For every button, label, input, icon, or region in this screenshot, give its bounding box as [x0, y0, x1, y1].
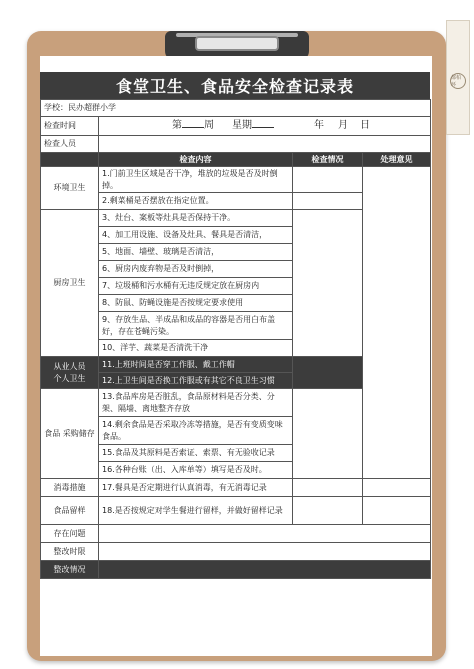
item-6: 6、厨房内废弃物是否及时倒掉， [99, 261, 293, 278]
category-kitchen: 厨房卫生 [41, 210, 99, 357]
item-5: 5、地面、墙壁、玻璃是否清洁， [99, 244, 293, 261]
month-label: 月 [338, 120, 348, 131]
item-9: 9、存放生品、半成品和成品的容器是否用白布盖好，存在苍蝇污染。 [99, 312, 293, 340]
item-12: 12.上卫生间是否换工作服或有其它不良卫生习惯 [99, 373, 293, 389]
item-4: 4、加工用设施、设备及灶具、餐具是否清洁， [99, 227, 293, 244]
table-row [41, 479, 431, 497]
item-2: 2.剩菜桶是否摆放在指定位置。 [99, 193, 293, 210]
inspection-time-row [41, 117, 431, 136]
status-cell[interactable] [293, 193, 363, 210]
deadline-label: 整改时限 [41, 543, 99, 561]
footer-row-deadline [41, 543, 431, 561]
seal-text: 都柏环 [451, 75, 462, 88]
footer-row-status [41, 561, 431, 579]
status-cell[interactable] [293, 357, 363, 389]
item-10: 10、洋芋、蔬菜是否清洗干净 [99, 340, 293, 357]
item-15: 15.食品及其原料是否索证、索票、有无验收记录 [99, 445, 293, 462]
clip-hole [195, 36, 279, 51]
table-row [41, 497, 431, 525]
issues-field[interactable] [99, 525, 431, 543]
inspection-time-field[interactable] [99, 117, 431, 136]
issues-label: 存在问题 [41, 525, 99, 543]
inspection-form-table [40, 99, 431, 579]
item-18: 18.是否按规定对学生餐进行留样，并做好留样记录 [99, 497, 293, 525]
status-cell[interactable] [293, 479, 363, 497]
status-cell[interactable] [293, 167, 363, 193]
year-label: 年 [314, 120, 324, 131]
school-row [41, 100, 431, 117]
rectification-field[interactable] [99, 561, 431, 579]
header-content: 检查内容 [99, 153, 293, 167]
deadline-field[interactable] [99, 543, 431, 561]
item-11: 11.上班时间是否穿工作服、戴工作帽 [99, 357, 293, 373]
item-13: 13.食品库房是否脏乱，食品原材料是否分类、分架、隔墙、离地整齐存放 [99, 389, 293, 417]
item-7: 7、垃圾桶和污水桶有无违反规定放在厨房内 [99, 278, 293, 295]
header-row [41, 153, 431, 167]
status-cell[interactable] [293, 497, 363, 525]
inspector-row [41, 136, 431, 153]
status-cell[interactable] [293, 389, 363, 479]
week-suffix: 周 [204, 120, 214, 131]
header-opinion: 处理意见 [363, 153, 431, 167]
day-label: 日 [360, 120, 370, 131]
item-16: 16.各种台账（出、入库单等）填写是否及时。 [99, 462, 293, 479]
inspector-label: 检查人员 [41, 136, 99, 153]
table-row [41, 167, 431, 193]
item-3: 3、灶台、案板等灶具是否保持干净。 [99, 210, 293, 227]
staff-label-line2: 个人卫生 [53, 373, 86, 383]
category-sample: 食品留样 [41, 497, 99, 525]
item-8: 8、防鼠、防蝇设施是否按规定要求使用 [99, 295, 293, 312]
item-1: 1.门前卫生区域是否干净，堆放的垃圾是否及时倒掉。 [99, 167, 293, 193]
status-cell[interactable] [293, 210, 363, 357]
opinion-cell[interactable] [363, 167, 431, 479]
category-disinfection: 消毒措施 [41, 479, 99, 497]
week-prefix: 第 [172, 120, 182, 131]
weekday-label: 星期 [232, 120, 252, 131]
rectification-label: 整改情况 [41, 561, 99, 579]
footer-row-issues [41, 525, 431, 543]
staff-label-line1: 从业人员 [53, 361, 86, 371]
opinion-cell[interactable] [363, 497, 431, 525]
school-cell: 学校：民办超群小学 [41, 100, 431, 117]
opinion-cell[interactable] [363, 479, 431, 497]
category-environment: 环境卫生 [41, 167, 99, 210]
header-status: 检查情况 [293, 153, 363, 167]
inspector-field[interactable] [99, 136, 431, 153]
item-14: 14.剩余食品是否采取冷冻等措施，是否有变质变味食品。 [99, 417, 293, 445]
seal-stamp-icon [450, 73, 466, 89]
form-title: 食堂卫生、食品安全检查记录表 [40, 72, 430, 99]
item-17: 17.餐具是否定期进行认真消毒，有无消毒记录 [99, 479, 293, 497]
side-seal [446, 20, 470, 135]
category-storage: 食品 采购储存 [41, 389, 99, 479]
category-staff [41, 357, 99, 389]
inspection-time-label: 检查时间 [41, 117, 99, 136]
